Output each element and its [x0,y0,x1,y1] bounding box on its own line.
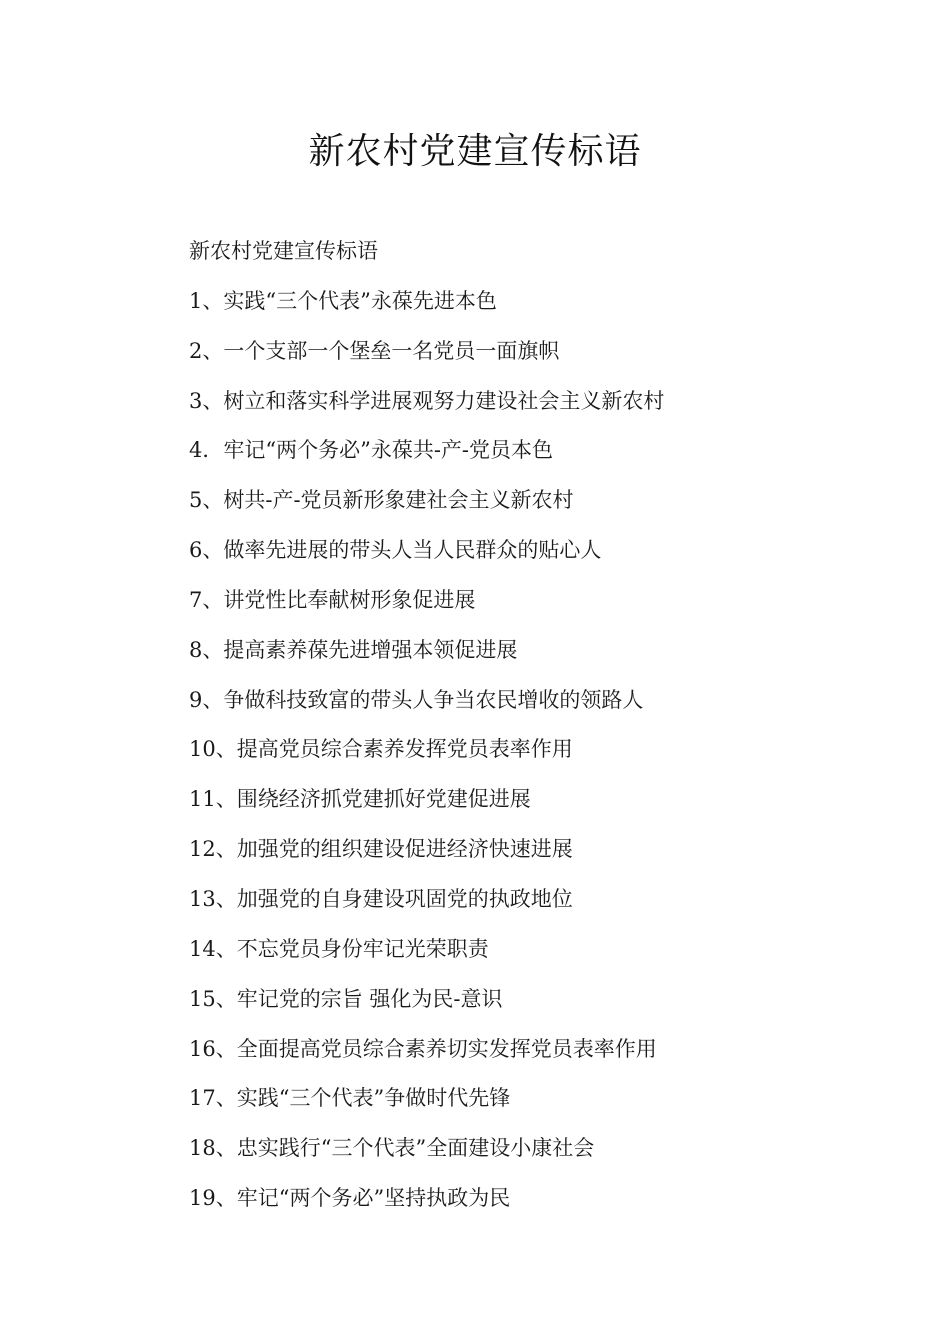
document-title: 新农村党建宣传标语 [308,131,642,172]
slogan-item: 18、忠实践行“三个代表”全面建设小康社会 [189,1136,595,1161]
slogan-item: 9、争做科技致富的带头人争当农民增收的领路人 [189,687,644,712]
slogan-item: 4．牢记“两个务必”永葆共-产-党员本色 [189,438,554,463]
slogan-item: 17、实践“三个代表”争做时代先锋 [189,1086,511,1111]
slogan-item: 12、加强党的组织建设促进经济快速进展 [189,837,573,862]
slogan-item: 10、提高党员综合素养发挥党员表率作用 [189,737,573,762]
slogan-item: 5、树共-产-党员新形象建社会主义新农村 [189,488,574,513]
slogan-item: 2、一个支部一个堡垒一名党员一面旗帜 [189,338,560,363]
slogan-item: 1、实践“三个代表”永葆先进本色 [189,288,497,313]
document-body [189,233,889,1230]
slogan-item: 6、做率先进展的带头人当人民群众的贴心人 [189,538,602,563]
slogan-item: 16、全面提高党员综合素养切实发挥党员表率作用 [189,1036,657,1061]
slogan-item: 7、讲党性比奉献树形象促进展 [189,587,476,612]
slogan-item: 3、树立和落实科学进展观努力建设社会主义新农村 [189,388,665,413]
slogan-item: 14、不忘党员身份牢记光荣职责 [189,936,489,961]
document-subtitle: 新农村党建宣传标语 [189,239,378,263]
slogan-item: 8、提高素养葆先进增强本领促进展 [189,637,518,662]
slogan-item: 13、加强党的自身建设巩固党的执政地位 [189,886,573,911]
slogan-item: 19、牢记“两个务必”坚持执政为民 [189,1186,511,1211]
slogan-item: 11、围绕经济抓党建抓好党建促进展 [189,787,531,812]
slogan-item: 15、牢记党的宗旨 强化为民-意识 [189,986,503,1011]
